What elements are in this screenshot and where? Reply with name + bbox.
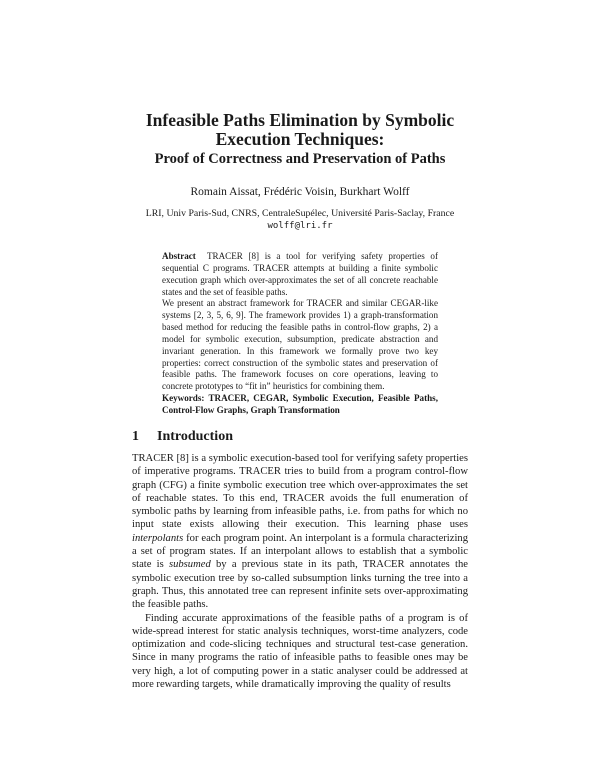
author-list: Romain Aissat, Frédéric Voisin, Burkhart Wolff [190, 186, 410, 198]
abstract-paragraph-2: We present an abstract framework for TRACER and similar CEGAR-like systems [2, 3, 5, 6, 9]. The framework provides 1) a graph-transformation based method for reducing the feasible paths in control-flow graphs, 2) a model for symbolic execution, subsumption, predicate abstraction and invariant generation. In this framework we formally prove two key properties: correct construction of the symbolic states and preservation of feasible paths. The framework focuses on core operations, leaving to concrete prototypes to “fit in” heuristics for combining them. [162, 298, 438, 392]
body-paragraph-1 [132, 452, 468, 612]
body-p1-part-b: for each program point. An interpolant is a formula characterizing a set of program states. If an interpolant allows to establish that a symbolic state is [132, 532, 468, 571]
abstract-block [162, 251, 438, 417]
section-number: 1 [132, 429, 139, 444]
body-p1-part-a: TRACER [8] is a symbolic execution-based tool for verifying safety properties of imperative programs. TRACER tries to build from a program control-flow graph (CFG) a finite symbolic execution tree which over-approximates the set of reachable states. To this end, TRACER avoids the full enumeration of symbolic paths by learning from infeasible paths, i.e. from paths for which no input state exists allowing their execution. This learning phase uses [132, 453, 468, 531]
abstract-label: Abstract [162, 251, 196, 261]
affiliation: LRI, Univ Paris-Sud, CNRS, CentraleSupélec, Université Paris-Saclay, France [145, 208, 455, 219]
term-subsumed: subsumed [168, 559, 211, 571]
body-p1-part-c: by a previous state in its path, TRACER annotates the symbolic execution tree by so-called subsumption links turning the tree into a graph. Thus, this annotated tree can represent infinite sets over-approximating the feasible paths. [132, 559, 468, 611]
body-paragraph-2: Finding accurate approximations of the feasible paths of a program is of wide-spread interest for static analysis techniques, worst-time analyzers, code optimization and code-slicing techniques and structural test-case generation. Since in many programs the ratio of infeasible paths to feasible ones may be very high, a lot of computing power in a static analyser could be addressed at more rewarding targets, while dramatically improving the quality of results [132, 612, 468, 691]
introduction-body [132, 452, 468, 691]
abstract-paragraph-1 [162, 251, 438, 298]
term-interpolants: interpolants [132, 532, 184, 544]
paper-title-line-1: Infeasible Paths Elimination by Symbolic [145, 110, 455, 130]
section-heading-introduction [132, 428, 233, 445]
author-email: wolff@lri.fr [267, 221, 333, 231]
keywords-text: TRACER, CEGAR, Symbolic Execution, Feasible Paths, Control-Flow Graphs, Graph Transformation [162, 393, 438, 415]
keywords-line [162, 393, 438, 417]
paper-subtitle: Proof of Correctness and Preservation of Paths [154, 151, 446, 167]
abstract-text-1: TRACER [8] is a tool for verifying safety properties of sequential C programs. TRACER attempts at building a finite symbolic execution graph which over-approximates the set of all concrete reachable states and the set of feasible paths. [162, 251, 438, 297]
paper-title-line-2: Execution Techniques: [215, 129, 385, 149]
keywords-label: Keywords: [162, 393, 205, 404]
section-title: Introduction [157, 429, 233, 444]
